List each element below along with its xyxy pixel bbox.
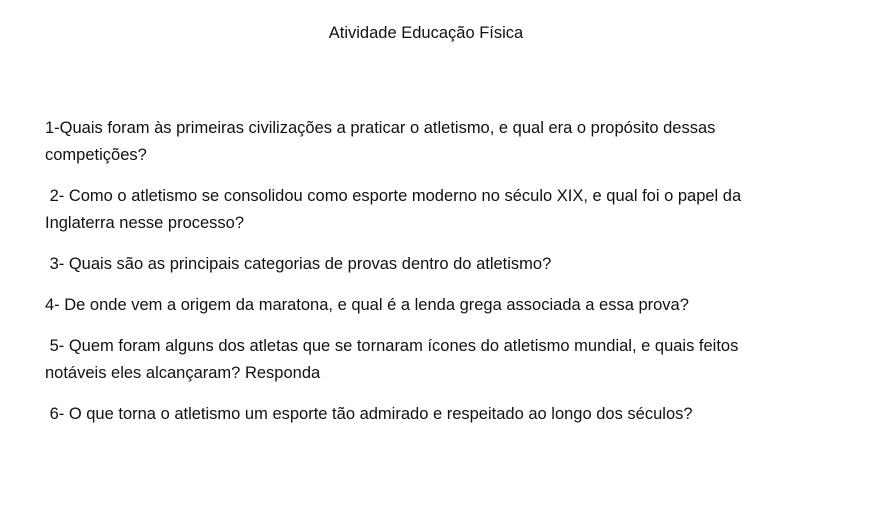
question-3 <box>45 251 835 278</box>
question-6-line-1: 6- O que torna o atletismo um esporte tão admirado e respeitado ao longo dos séculos? <box>45 405 693 423</box>
question-4 <box>45 292 835 319</box>
question-5-line-2: notáveis eles alcançaram? Responda <box>45 364 321 382</box>
document-title: Atividade Educação Física <box>328 24 524 42</box>
question-list <box>45 115 835 428</box>
question-1-line-2: competições? <box>45 146 147 164</box>
question-3-line-1: 3- Quais são as principais categorias de provas dentro do atletismo? <box>45 255 552 273</box>
question-5-line-1: 5- Quem foram alguns dos atletas que se tornaram ícones do atletismo mundial, e quais feitos <box>45 337 739 355</box>
question-2-line-1: 2- Como o atletismo se consolidou como esporte moderno no século XIX, e qual foi o papel da <box>45 187 742 205</box>
question-4-line-1: 4- De onde vem a origem da maratona, e qual é a lenda grega associada a essa prova? <box>45 296 689 314</box>
question-2-line-2: Inglaterra nesse processo? <box>45 214 245 232</box>
question-1-line-1: 1-Quais foram às primeiras civilizações a praticar o atletismo, e qual era o propósito dessas <box>45 119 716 137</box>
question-1 <box>45 115 835 169</box>
question-5 <box>45 333 835 387</box>
question-6 <box>45 401 835 428</box>
question-2 <box>45 183 835 237</box>
